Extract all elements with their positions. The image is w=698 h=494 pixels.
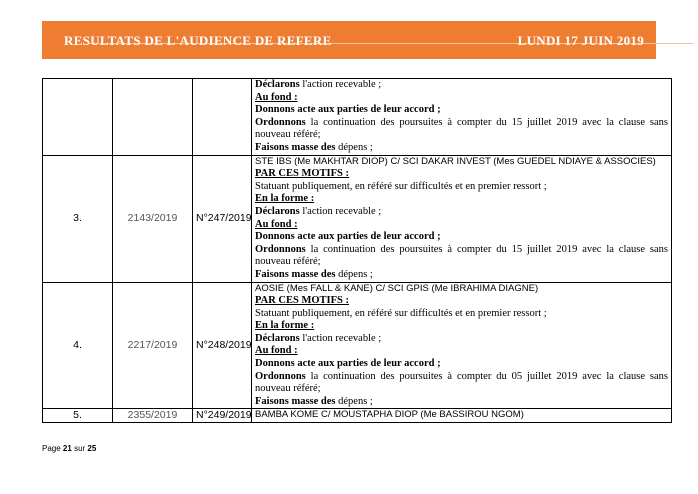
case-number [43,79,113,156]
page-of-label: sur [74,444,86,453]
donnons-line: Donnons acte aux parties de leur accord ; [255,104,441,116]
parties-line: AOSIE (Mes FALL & KANE) C/ SCI GPIS (Me IBRAHIMA DIAGNE) [255,282,539,294]
hearing-date: LUNDI 17 JUIN 2019 [517,33,644,48]
ordonnance-number: N°247/2019 [193,155,252,282]
rg-number: 2217/2019 [113,282,193,409]
statuant-line: Statuant publiquement, en référé sur difficultés et en premier ressort ; [255,180,547,192]
rg-number [113,79,193,156]
donnons-line: Donnons acte aux parties de leur accord ; [255,358,441,370]
declarons-line: Déclarons l'action recevable ; [255,332,382,344]
rg-number: 2143/2019 [113,155,193,282]
ordonnons-line: Ordonnons la continuation des poursuites à compter du 15 juillet 2019 avec la clause sans nouveau référé; [255,116,668,141]
faisons-line: Faisons masse des dépens ; [255,395,373,407]
page-title: RESULTATS DE L'AUDIENCE DE REFERE [64,33,332,48]
case-number: 3. [43,155,113,282]
table-row [43,282,672,409]
decision-text [252,282,672,409]
au-fond-heading: Au fond : [255,345,298,357]
ordonnons-line: Ordonnons la continuation des poursuites à compter du 15 juillet 2019 avec la clause sans nouveau référé; [255,243,668,268]
case-number: 4. [43,282,113,409]
page-number: 21 [62,444,72,453]
page-label: Page [42,444,61,453]
motifs-heading: PAR CES MOTIFS : [255,295,350,307]
rg-number: 2355/2019 [113,409,193,423]
parties-line: STE IBS (Me MAKHTAR DIOP) C/ SCI DAKAR INVEST (Mes GUEDEL NDIAYE & ASSOCIES) [255,155,656,167]
statuant-line: Statuant publiquement, en référé sur difficultés et en premier ressort ; [255,307,547,319]
parties-line: BAMBA KOME C/ MOUSTAPHA DIOP (Me BASSIROU NGOM) [255,409,524,421]
ordonnance-number: N°249/2019 [193,409,252,423]
decision-text [252,79,672,156]
case-number: 5. [43,409,113,423]
ordonnons-line: Ordonnons la continuation des poursuites à compter du 05 juillet 2019 avec la clause sans nouveau référé; [255,370,668,395]
header-banner [42,21,656,59]
results-table [42,78,672,423]
declarons-line: Déclarons l'action recevable ; [255,79,382,90]
declarons-line: Déclarons l'action recevable ; [255,205,382,217]
au-fond-heading: Au fond : [255,218,298,230]
page-footer [42,444,96,453]
ordonnance-number [193,79,252,156]
ordonnance-number: N°248/2019 [193,282,252,409]
faisons-line: Faisons masse des dépens ; [255,268,373,280]
page-total: 25 [87,444,97,453]
forme-heading: En la forme : [255,193,315,205]
table-row [43,155,672,282]
decision-text [252,155,672,282]
faisons-line: Faisons masse des dépens ; [255,141,373,153]
motifs-heading: PAR CES MOTIFS : [255,168,350,180]
forme-heading: En la forme : [255,320,315,332]
donnons-line: Donnons acte aux parties de leur accord ; [255,231,441,243]
au-fond-heading: Au fond : [255,91,298,103]
decision-text [252,409,672,423]
table-row [43,409,672,423]
table-row [43,79,672,156]
